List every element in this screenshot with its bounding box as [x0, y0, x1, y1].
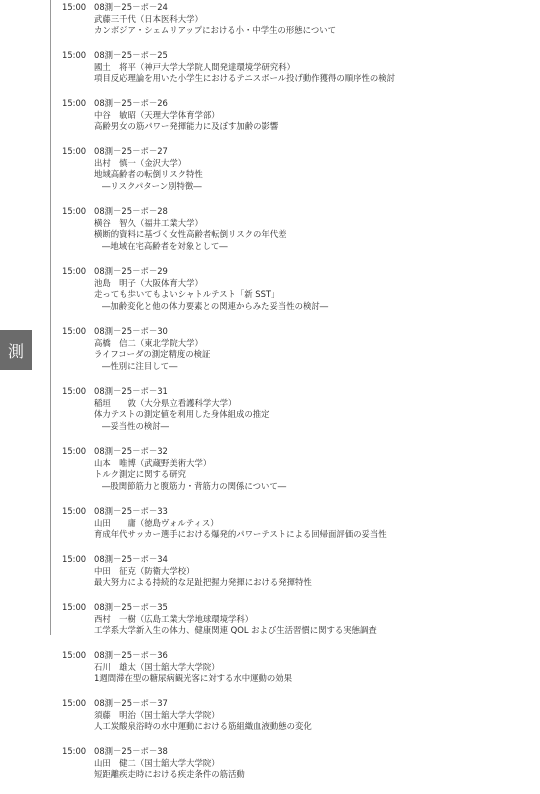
program-entry — [0, 266, 540, 326]
entry-time: 15:00 — [62, 146, 87, 156]
entry-time: 15:00 — [62, 506, 87, 516]
entry-title: 走っても歩いてもよいシャトルテスト「新 SST」 — [94, 289, 280, 299]
entry-time: 15:00 — [62, 650, 87, 660]
entry-body — [94, 602, 534, 637]
entry-body — [94, 326, 534, 372]
entry-title: 最大努力による持続的な足趾把握力発揮における発揮特性 — [94, 577, 312, 587]
entry-code: 08測－25－ポ－27 — [94, 146, 168, 156]
entry-body — [94, 446, 534, 492]
entry-title: 1週間滞在型の糖尿病観光客に対する水中運動の効果 — [94, 673, 292, 683]
program-entry — [0, 446, 540, 506]
entry-time: 15:00 — [62, 386, 87, 396]
entry-title: 短距離疾走時における疾走条件の筋活動 — [94, 769, 245, 779]
entry-body — [94, 50, 534, 85]
entry-code: 08測－25－ポ－34 — [94, 554, 168, 564]
entry-author: 須藤 明治（国士舘大学大学院） — [94, 709, 220, 720]
entry-author: 山本 唯博（武蔵野美術大学） — [94, 457, 212, 468]
program-entry — [0, 146, 540, 206]
entry-body — [94, 98, 534, 133]
entry-code: 08測－25－ポ－25 — [94, 50, 168, 60]
program-entry — [0, 650, 540, 698]
entry-author: 中田 征克（防衛大学校） — [94, 565, 195, 576]
entry-subtitle: ―地域在宅高齢者を対象として― — [102, 240, 228, 251]
program-entry — [0, 386, 540, 446]
entry-author: 出村 慎一（金沢大学） — [94, 157, 187, 168]
entry-time: 15:00 — [62, 554, 87, 564]
entry-subtitle: ―妥当性の検討― — [102, 420, 169, 431]
entry-code: 08測－25－ポ－28 — [94, 206, 168, 216]
entry-author: 横谷 智久（福井工業大学） — [94, 217, 203, 228]
entry-author: 石川 雄太（国士舘大学大学院） — [94, 661, 220, 672]
entry-time: 15:00 — [62, 206, 87, 216]
entry-body — [94, 266, 534, 312]
entry-body — [94, 746, 534, 781]
entry-code: 08測－25－ポ－29 — [94, 266, 168, 276]
program-entry — [0, 602, 540, 650]
entry-code: 08測－25－ポ－35 — [94, 602, 168, 612]
entry-title: 横断的資料に基づく女性高齢者転倒リスクの年代差 — [94, 229, 287, 239]
entry-time: 15:00 — [62, 602, 87, 612]
entry-author: 池島 明子（大阪体育大学） — [94, 277, 203, 288]
entry-body — [94, 386, 534, 432]
entry-code: 08測－25－ポ－24 — [94, 2, 168, 12]
entry-time: 15:00 — [62, 746, 87, 756]
entry-time: 15:00 — [62, 50, 87, 60]
entry-code: 08測－25－ポ－38 — [94, 746, 168, 756]
program-entry — [0, 554, 540, 602]
entry-title: 体力テストの測定値を利用した身体組成の推定 — [94, 409, 270, 419]
entry-author: 高橋 信二（東北学院大学） — [94, 337, 203, 348]
entry-code: 08測－25－ポ－30 — [94, 326, 168, 336]
entry-title: トルク測定に関する研究 — [94, 469, 186, 479]
entry-code: 08測－25－ポ－26 — [94, 98, 168, 108]
entry-body — [94, 698, 534, 733]
program-entry — [0, 746, 540, 794]
entry-subtitle: ―股関節筋力と腹筋力・背筋力の関係について― — [102, 480, 287, 491]
entry-title: 高齢男女の筋パワー発揮能力に及ぼす加齢の影響 — [94, 121, 279, 131]
entry-time: 15:00 — [62, 698, 87, 708]
entry-author: 山田 庸（徳島ヴォルティス） — [94, 517, 219, 528]
entry-time: 15:00 — [62, 446, 87, 456]
program-list — [0, 2, 540, 794]
entry-author: 國土 将平（神戸大学大学院人間発達環境学研究科） — [94, 61, 295, 72]
entry-title: 工学系大学新入生の体力、健康関連 QOL および生活習慣に関する実態調査 — [94, 625, 377, 635]
section-tab-label: 測 — [7, 341, 24, 361]
entry-body — [94, 650, 534, 685]
entry-body — [94, 146, 534, 192]
entry-body — [94, 206, 534, 252]
program-entry — [0, 326, 540, 386]
entry-title: 育成年代サッカー選手における爆発的パワーテストによる回帰面評価の妥当性 — [94, 529, 387, 539]
entry-body — [94, 506, 534, 541]
program-entry — [0, 2, 540, 50]
entry-author: 稲垣 敦（大分県立看護科学大学） — [94, 397, 237, 408]
entry-code: 08測－25－ポ－31 — [94, 386, 168, 396]
entry-code: 08測－25－ポ－37 — [94, 698, 168, 708]
entry-title: 人工炭酸泉浴時の水中運動における筋組織血液動態の変化 — [94, 721, 312, 731]
program-entry — [0, 206, 540, 266]
entry-author: 中谷 敏昭（天理大学体育学部） — [94, 109, 220, 120]
entry-title: 地域高齢者の転倒リスク特性 — [94, 169, 203, 179]
entry-time: 15:00 — [62, 2, 87, 12]
entry-subtitle: ―リスクパターン別特徴― — [102, 180, 202, 191]
program-entry — [0, 98, 540, 146]
entry-title: カンボジア・シェムリアップにおける小・中学生の形態について — [94, 25, 336, 35]
entry-time: 15:00 — [62, 98, 87, 108]
entry-code: 08測－25－ポ－36 — [94, 650, 168, 660]
program-entry — [0, 698, 540, 746]
entry-author: 山田 健二（国士舘大学大学院） — [94, 757, 220, 768]
entry-subtitle: ―性別に注目して― — [102, 360, 178, 371]
entry-title: 項目反応理論を用いた小学生におけるテニスボール投げ動作獲得の順序性の検討 — [94, 73, 395, 83]
entry-time: 15:00 — [62, 266, 87, 276]
entry-body — [94, 554, 534, 589]
entry-body — [94, 2, 534, 37]
entry-time: 15:00 — [62, 326, 87, 336]
program-entry — [0, 50, 540, 98]
entry-code: 08測－25－ポ－33 — [94, 506, 168, 516]
program-entry — [0, 506, 540, 554]
entry-code: 08測－25－ポ－32 — [94, 446, 168, 456]
entry-author: 武藤三千代（日本医科大学） — [94, 13, 203, 24]
entry-author: 西村 一樹（広島工業大学地球環境学科） — [94, 613, 254, 624]
entry-subtitle: ―加齢変化と他の体力要素との関連からみた妥当性の検討― — [102, 300, 329, 311]
entry-title: ライフコーダの測定精度の検証 — [94, 349, 211, 359]
